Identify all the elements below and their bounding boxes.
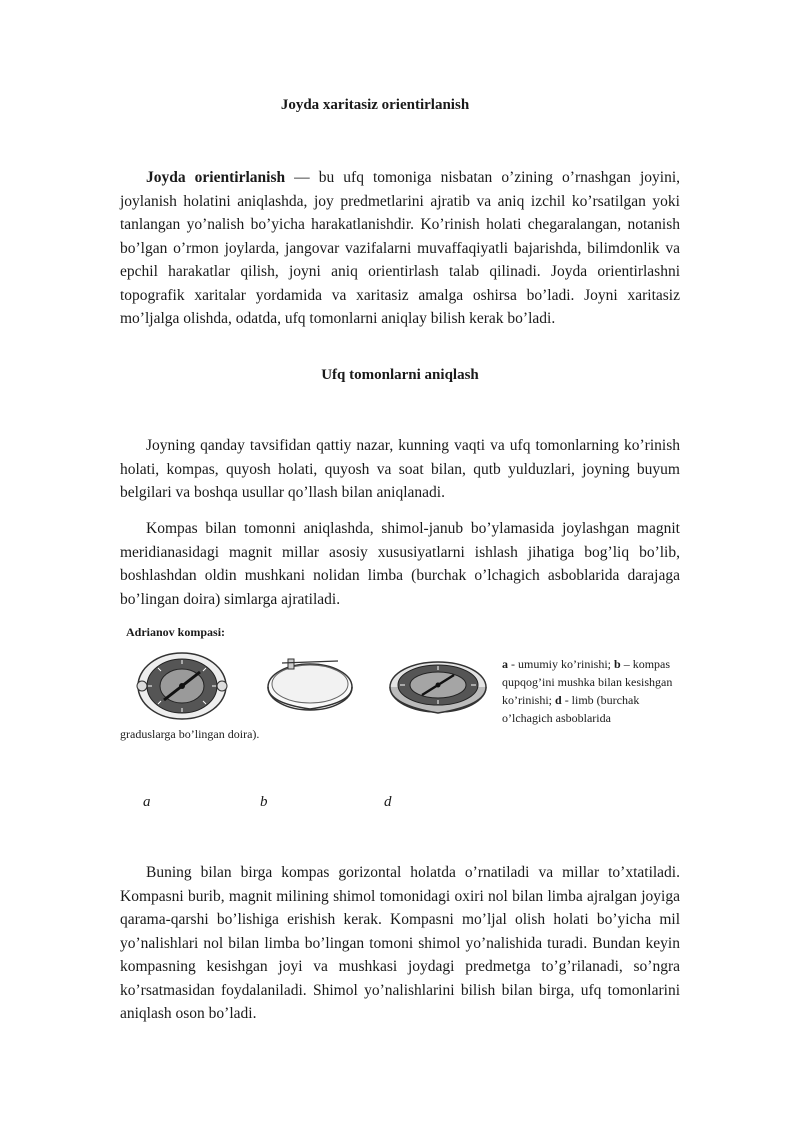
figure-label-d: d	[384, 794, 392, 810]
caption-text-a: - umumiy ko’rinishi;	[508, 657, 614, 671]
intro-term: Joyda orientirlanish	[146, 169, 286, 186]
paragraph-methods: Joyning qanday tavsifidan qattiy nazar, kunning vaqti va ufq tomonlarning ko’rinish holati, kompas, quyosh holati, quyosh va soat bilan, qutb yulduzlari, joyning buyum belgilari va boshqa usullar qo’llash bilan aniqlanadi.	[120, 437, 680, 501]
caption-key-d: d	[555, 693, 562, 707]
figure-heading: Adrianov kompasi:	[126, 625, 226, 639]
caption-text-d: - limb (burchak o’lchagich asboblarida	[502, 693, 640, 725]
caption-key-a: a	[502, 657, 508, 671]
figure-label-a: a	[143, 794, 151, 810]
paragraph-compass: Kompas bilan tomonni aniqlashda, shimol-janub bo’ylamasida joylashgan magnit meridianasidagi magnit millar asosiy xususiyatlarni ishlash jihatiga bog’liq bo’lib, boshlashdan oldin mushkani nolidan limba (burchak o’lchagich asboblarida darajaga bo’lingan doira) simlarga ajratiladi.	[120, 520, 680, 608]
figure-label-b: b	[260, 794, 268, 810]
paragraph-procedure: Buning bilan birga kompas gorizontal holatda o’rnatiladi va millar to’xtatiladi. Kompasni burib, magnit milining shimol tomonidagi oxiri nol bilan limba ajralgan joyiga qarama-qarshi bo’lishiga erishish kerak. Kompasni mo’ljal olish holati bo’yicha mil yo’nalishlari nol bilan limba bo’lingan tomoni shimol yo’nalishida turadi. Bundan keyin kompasning kesishgan joyi va mushkasi joydagi predmetga to’g’rilanadi, so’ngra ko’rsatmasidan foydalaniladi. Shimol yo’nalishlarini bilish bilan birga, ufq tomonlarini aniqlash oson bo’ladi.	[120, 864, 680, 1022]
compass-limb-image	[386, 653, 490, 717]
figure-caption-continuation: graduslarga bo’lingan doira).	[120, 727, 260, 741]
figure-caption	[502, 655, 680, 727]
intro-text: — bu ufq tomoniga nisbatan o’zining o’rnashgan joyini, joylanish holatini aniqlashda, joy predmetlarini ajratib va aniq izchil ko’rsatilgan yoki tanlangan yo’nalish bo’yicha harakatlanishdir. Ko’rinish holati chegaralangan, notanish bo’lgan o’rmon joylarda, jangovar vazifalarni muvaffaqiyatli bajarishda, bilimdonlik va epchil harakatlar qilish, joyni aniq orientirlash talab qilinadi. Joyda orientirlashni topografik xaritalar yordamida va xaritasiz amalga oshirsa bo’ladi. Joyni xaritasiz mo’ljalga olishda, odatda, ufq tomonlarni aniqlay bilish kerak bo’ladi.	[120, 169, 680, 327]
compass-general-view-image	[134, 646, 230, 724]
section-title: Ufq tomonlarni aniqlash	[321, 367, 479, 383]
page-title: Joyda xaritasiz orientirlanish	[280, 97, 470, 113]
compass-lid-sight-image	[262, 651, 358, 713]
caption-key-b: b	[614, 657, 621, 671]
intro-paragraph	[120, 166, 680, 331]
caption-text-b: – kompas qupqog’ini mushka bilan kesishgan ko’rinishi;	[502, 657, 673, 707]
